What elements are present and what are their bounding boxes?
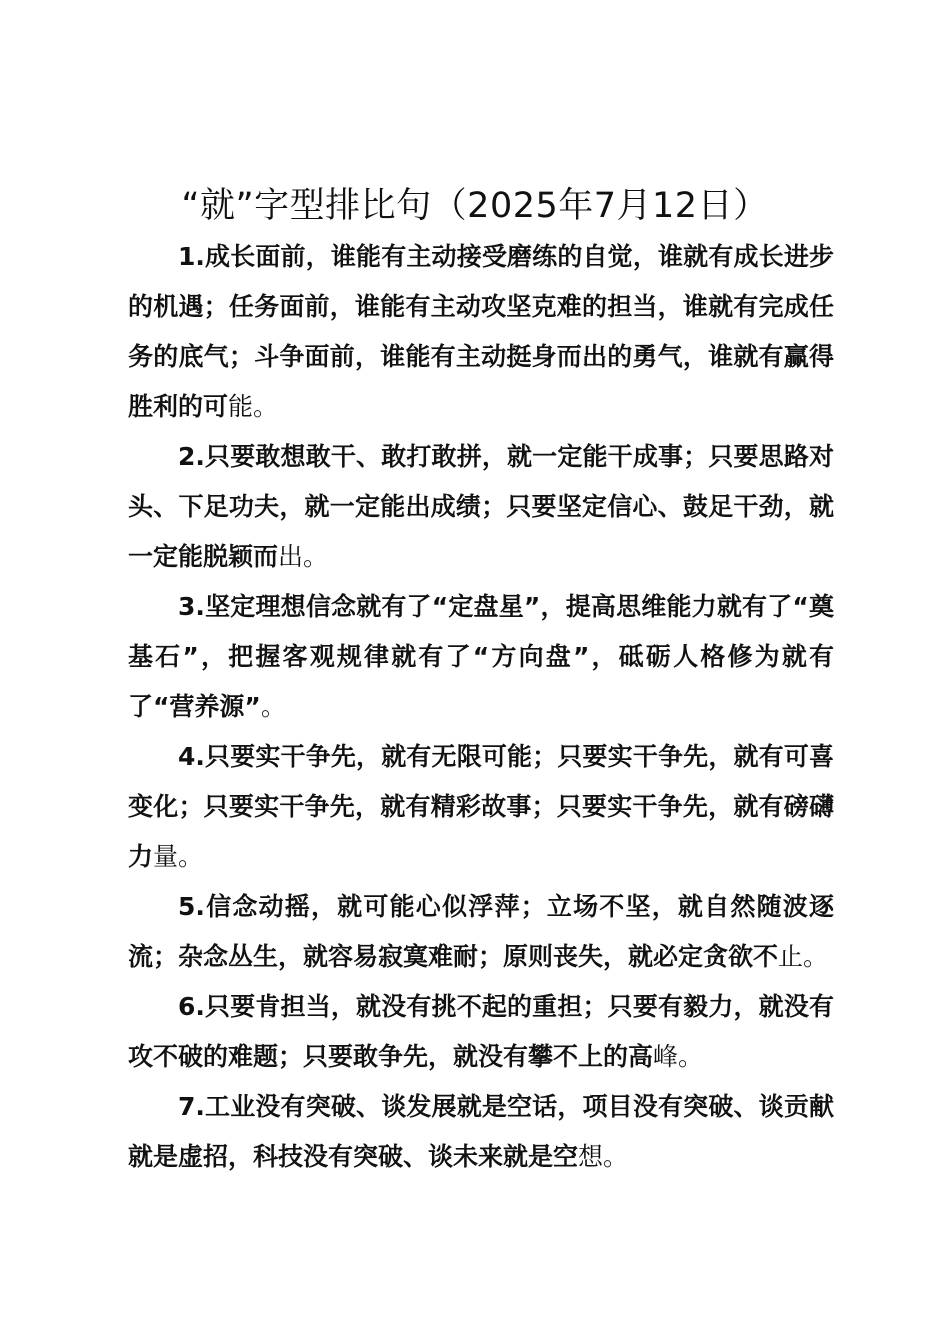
paragraph-7: [128, 1082, 834, 1182]
paragraph-4: [128, 732, 834, 882]
paragraph-text: 7.工业没有突破、谈发展就是空话，项目没有突破、谈贡献就是虚招，科技没有突破、谈未来就是空: [128, 1092, 834, 1171]
paragraph-tail: 出。: [278, 542, 329, 571]
paragraph-text: 6.只要肯担当，就没有挑不起的重担；只要有毅力，就没有攻不破的难题；只要敢争先，就没有攀不上的高: [128, 992, 834, 1071]
paragraph-6: [128, 982, 834, 1082]
paragraph-text: 1.成长面前，谁能有主动接受磨练的自觉，谁就有成长进步的机遇；任务面前，谁能有主动攻坚克难的担当，谁就有完成任务的底气；斗争面前，谁能有主动挺身而出的勇气，谁就有赢得胜利的可: [128, 242, 834, 421]
paragraph-text: 3.坚定理想信念就有了“定盘星”，提高思维能力就有了“奠基石”，把握客观规律就有了“方向盘”，砥砺人格修为就有了“营养源”: [128, 592, 834, 721]
document-title: “就”字型排比句（2025年7月12日）: [181, 186, 769, 226]
paragraph-1: [128, 232, 834, 432]
paragraph-2: [128, 432, 834, 582]
paragraph-tail: 想。: [578, 1142, 629, 1171]
paragraph-text: 2.只要敢想敢干、敢打敢拼，就一定能干成事；只要思路对头、下足功夫，就一定能出成绩；只要坚定信心、鼓足干劲，就一定能脱颖而: [128, 442, 834, 571]
paragraph-tail: 峰。: [653, 1042, 704, 1071]
paragraph-tail: 。: [260, 692, 286, 721]
document-body: [128, 232, 834, 1182]
paragraph-tail: 能。: [228, 392, 279, 421]
paragraph-tail: 止。: [778, 942, 829, 971]
paragraph-text: 5.信念动摇，就可能心似浮萍；立场不坚，就自然随波逐流；杂念丛生，就容易寂寞难耐；原则丧失，就必定贪欲不: [128, 892, 834, 971]
paragraph-3: [128, 582, 834, 732]
paragraph-tail: 量。: [153, 842, 204, 871]
paragraph-text: 4.只要实干争先，就有无限可能；只要实干争先，就有可喜变化；只要实干争先，就有精彩故事；只要实干争先，就有磅礴力: [128, 742, 834, 871]
paragraph-5: [128, 882, 834, 982]
